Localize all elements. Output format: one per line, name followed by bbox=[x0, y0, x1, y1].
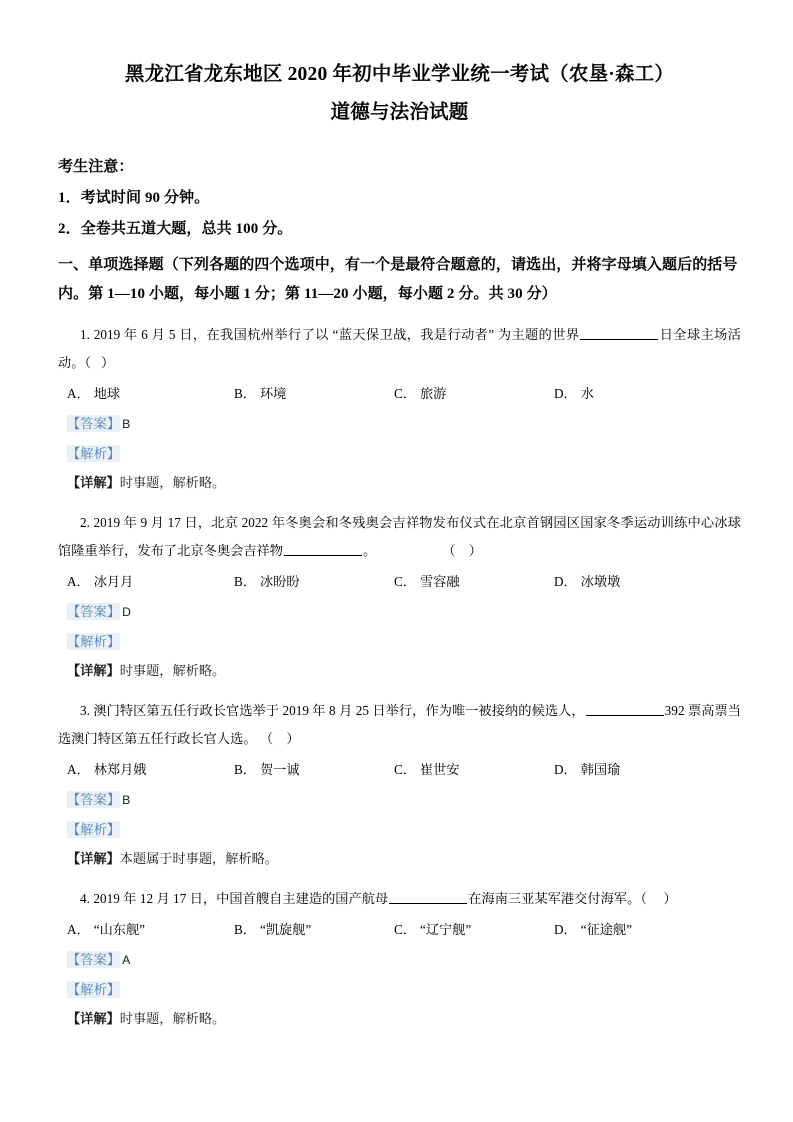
option-d-text: 水 bbox=[580, 386, 594, 401]
option-a-letter: A． bbox=[67, 386, 90, 401]
question-stem bbox=[58, 697, 741, 753]
option-a[interactable] bbox=[67, 567, 133, 597]
question-stem-text-b: 。 bbox=[363, 543, 377, 558]
answer-tag: 【答案】 bbox=[67, 952, 121, 967]
option-c-text: 崔世安 bbox=[419, 762, 460, 777]
option-row bbox=[58, 915, 741, 945]
answer-tag: 【答案】 bbox=[67, 792, 121, 807]
option-c-letter: C． bbox=[394, 922, 416, 937]
option-b-text: “凯旋舰” bbox=[259, 922, 312, 937]
analysis-line bbox=[58, 439, 741, 468]
option-d-text: 冰墩墩 bbox=[580, 574, 621, 589]
option-d-letter: D． bbox=[554, 574, 577, 589]
fill-blank bbox=[580, 327, 658, 339]
notice-heading: 考生注意： bbox=[58, 159, 134, 175]
option-a-text: “山东舰” bbox=[93, 922, 145, 937]
answer-paren bbox=[376, 543, 442, 558]
detail-line bbox=[58, 844, 741, 873]
option-d-letter: D． bbox=[554, 762, 577, 777]
page-title-line2: 道德与法治试题 bbox=[330, 102, 469, 123]
option-a[interactable] bbox=[67, 755, 146, 785]
option-c-text: “辽宁舰” bbox=[419, 922, 472, 937]
detail-line bbox=[58, 1004, 741, 1033]
option-c[interactable] bbox=[394, 755, 460, 785]
detail-text: 时事题，解析略。 bbox=[119, 475, 226, 490]
option-b[interactable] bbox=[234, 915, 311, 945]
option-d-text: “征途舰” bbox=[580, 922, 632, 937]
page-title-line1: 黑龙江省龙东地区 2020 年初中毕业学业统一考试（农垦·森工） bbox=[124, 64, 675, 85]
option-row bbox=[58, 379, 741, 409]
detail-tag: 【详解】 bbox=[67, 663, 120, 678]
option-d-letter: D． bbox=[554, 922, 577, 937]
detail-tag: 【详解】 bbox=[67, 475, 120, 490]
option-c[interactable] bbox=[394, 915, 471, 945]
option-c-letter: C． bbox=[394, 386, 416, 401]
option-b-text: 冰盼盼 bbox=[259, 574, 300, 589]
option-a-letter: A． bbox=[67, 574, 90, 589]
analysis-tag: 【解析】 bbox=[67, 982, 121, 997]
detail-line bbox=[58, 468, 741, 497]
question-block bbox=[58, 885, 741, 1033]
option-b-letter: B． bbox=[234, 762, 256, 777]
question-stem-text-c: ） bbox=[286, 731, 300, 746]
question-stem-text-c: （ ） bbox=[442, 543, 482, 558]
answer-paren bbox=[91, 355, 101, 370]
option-d[interactable] bbox=[554, 915, 632, 945]
option-a-text: 林郑月娥 bbox=[93, 762, 147, 777]
section-heading-multiple-choice: 一、单项选择题（下列各题的四个选项中，有一个是最符合题意的，请选出，并将字母填入题后的括号内。第 1—10 小题，每小题 1 分；第 11—20 小题，每小题 2 分。共 30 分） bbox=[58, 257, 738, 302]
analysis-line bbox=[58, 627, 741, 656]
option-d-letter: D． bbox=[554, 386, 577, 401]
candidate-notice bbox=[58, 152, 741, 245]
question-stem bbox=[58, 509, 741, 565]
analysis-tag: 【解析】 bbox=[67, 634, 121, 649]
option-a[interactable] bbox=[67, 379, 120, 409]
detail-text: 本题属于时事题，解析略。 bbox=[119, 851, 278, 866]
option-a[interactable] bbox=[67, 915, 145, 945]
option-a-letter: A． bbox=[67, 762, 90, 777]
fill-blank bbox=[586, 703, 664, 715]
answer-line bbox=[58, 597, 741, 627]
option-row bbox=[58, 755, 741, 785]
question-block bbox=[58, 321, 741, 497]
answer-line bbox=[58, 945, 741, 975]
option-b[interactable] bbox=[234, 379, 286, 409]
option-d-text: 韩国瑜 bbox=[580, 762, 621, 777]
answer-tag: 【答案】 bbox=[67, 416, 121, 431]
answer-paren bbox=[273, 731, 286, 746]
question-stem-text-a: 4. 2019 年 12 月 17 日，中国首艘自主建造的国产航母 bbox=[80, 891, 389, 906]
analysis-line bbox=[58, 815, 741, 844]
question-block bbox=[58, 509, 741, 685]
option-b-letter: B． bbox=[234, 574, 256, 589]
option-row bbox=[58, 567, 741, 597]
answer-tag: 【答案】 bbox=[67, 604, 121, 619]
answer-paren bbox=[647, 891, 663, 906]
option-b-text: 贺一诚 bbox=[259, 762, 300, 777]
fill-blank bbox=[284, 543, 362, 555]
question-stem-text-b: 日全球主场活动。（ bbox=[58, 327, 741, 370]
option-c-text: 旅游 bbox=[419, 386, 447, 401]
question-stem-text-a: 3. 澳门特区第五任行政长官选举于 2019 年 8 月 25 日举行，作为唯一被接纳的候选人， bbox=[80, 703, 585, 718]
option-b[interactable] bbox=[234, 567, 300, 597]
answer-value: D bbox=[122, 605, 131, 619]
question-stem-text-a: 2. 2019 年 9 月 17 日，北京 2022 年冬奥会和冬残奥会吉祥物发布仪式在北京首钢园区国家冬季运动训练中心冰球馆隆重举行，发布了北京冬奥会吉祥物 bbox=[58, 515, 741, 558]
question-stem-text-b: 392 票高票当选澳门特区第五任行政长官人选。 （ bbox=[58, 703, 741, 746]
question-stem bbox=[58, 321, 741, 377]
notice-item-2: 2．全卷共五道大题，总共 100 分。 bbox=[58, 221, 293, 237]
option-a-text: 冰月月 bbox=[93, 574, 134, 589]
option-c-letter: C． bbox=[394, 762, 416, 777]
question-stem-text-a: 1. 2019 年 6 月 5 日，在我国杭州举行了以 “蓝天保卫战，我是行动者” 为主题的世界 bbox=[80, 327, 580, 342]
question-stem-text-c: ） bbox=[663, 891, 677, 906]
option-a-text: 地球 bbox=[93, 386, 121, 401]
option-d[interactable] bbox=[554, 755, 620, 785]
answer-line bbox=[58, 409, 741, 439]
detail-line bbox=[58, 656, 741, 685]
detail-text: 时事题，解析略。 bbox=[119, 1011, 226, 1026]
question-block bbox=[58, 697, 741, 873]
analysis-line bbox=[58, 975, 741, 1004]
option-b-letter: B． bbox=[234, 386, 256, 401]
notice-item-1: 1．考试时间 90 分钟。 bbox=[58, 190, 210, 206]
question-stem bbox=[58, 885, 741, 913]
detail-tag: 【详解】 bbox=[67, 1011, 120, 1026]
option-d[interactable] bbox=[554, 567, 620, 597]
analysis-tag: 【解析】 bbox=[67, 822, 121, 837]
option-c[interactable] bbox=[394, 379, 446, 409]
detail-tag: 【详解】 bbox=[67, 851, 120, 866]
option-b-text: 环境 bbox=[259, 386, 287, 401]
option-b[interactable] bbox=[234, 755, 300, 785]
question-stem-text-c: ） bbox=[101, 355, 115, 370]
answer-value: B bbox=[122, 417, 131, 431]
fill-blank bbox=[389, 891, 467, 903]
option-c[interactable] bbox=[394, 567, 460, 597]
option-c-text: 雪容融 bbox=[419, 574, 460, 589]
answer-value: B bbox=[122, 793, 131, 807]
option-c-letter: C． bbox=[394, 574, 416, 589]
option-b-letter: B． bbox=[234, 922, 256, 937]
answer-value: A bbox=[122, 953, 131, 967]
option-d[interactable] bbox=[554, 379, 594, 409]
question-stem-text-b: 在海南三亚某军港交付海军。（ bbox=[468, 891, 647, 906]
answer-line bbox=[58, 785, 741, 815]
analysis-tag: 【解析】 bbox=[67, 446, 121, 461]
detail-text: 时事题，解析略。 bbox=[119, 663, 226, 678]
option-a-letter: A． bbox=[67, 922, 90, 937]
